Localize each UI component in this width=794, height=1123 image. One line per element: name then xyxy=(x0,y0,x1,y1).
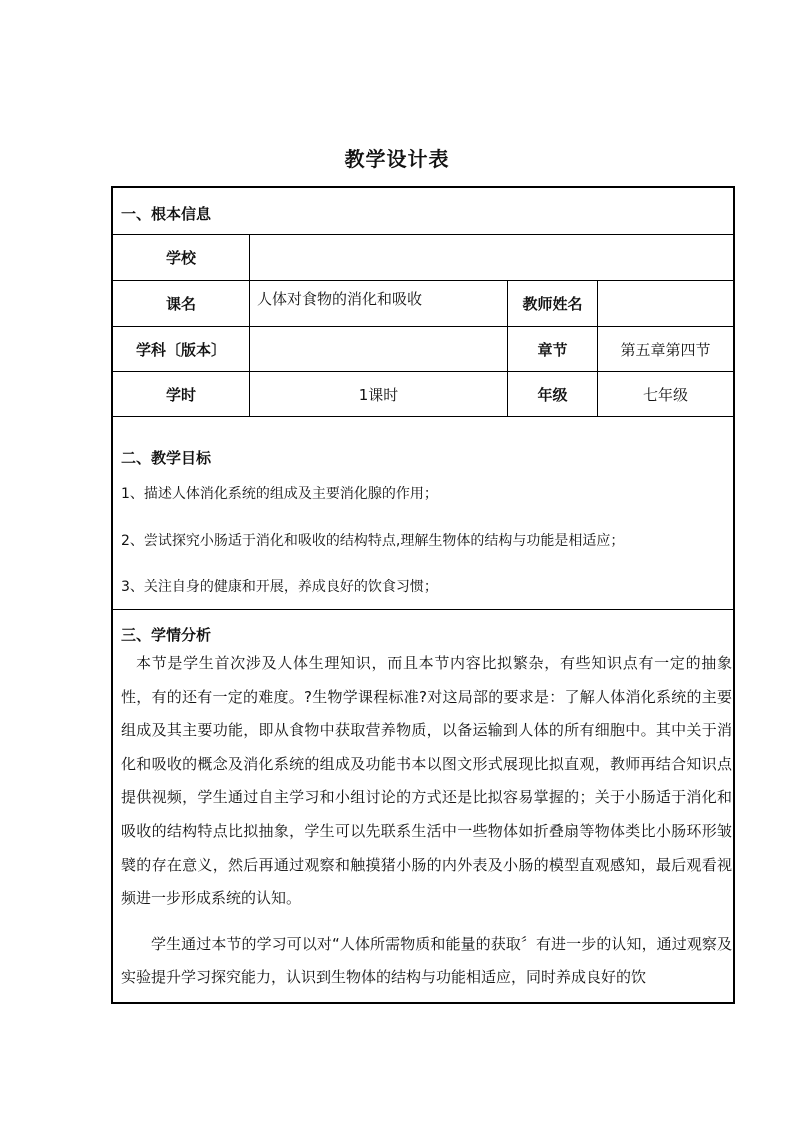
design-table xyxy=(111,186,735,1004)
analysis-paragraph: 本节是学生首次涉及人体生理知识，而且本节内容比拟繁杂，有些知识点有一定的抽象性，有的还有一定的难度。?生物学课程标准?对这局部的要求是：了解人体消化系统的主要组成及其主要功能，即从食物中获取营养物质，以备运输到人体的所有细胞中。其中关于消化和吸收的概念及消化系统的组成及功能书本以图文形式展现比拟直观，教师再结合知识点提供视频，学生通过自主学习和小组讨论的方式还是比拟容易掌握的；关于小肠适于消化和吸收的结构特点比拟抽象，学生可以先联系生活中一些物体如折叠扇等物体类比小肠环形皱襞的存在意义，然后再通过观察和触摸猪小肠的内外表及小肠的模型直观感知，最后观看视频进一步形成系统的认知。 xyxy=(121,654,732,908)
section-heading-teaching-goals: 二、教学目标 xyxy=(121,449,212,467)
goal-item: 2、尝试探究小肠适于消化和吸收的结构特点,理解生物体的结构与功能是相适应； xyxy=(121,533,625,549)
goal-item: 1、描述人体消化系统的组成及主要消化腺的作用； xyxy=(121,486,438,502)
label-teacher: 教师姓名 xyxy=(522,295,583,313)
label-course: 课名 xyxy=(165,295,196,313)
label-subject: 学科〔版本〕 xyxy=(135,340,226,359)
row-divider xyxy=(113,609,733,610)
value-school xyxy=(258,235,728,280)
goal-item: 3、关注自身的健康和开展，养成良好的饮食习惯； xyxy=(121,579,438,595)
value-teacher xyxy=(598,281,733,326)
row-divider xyxy=(113,416,733,417)
label-hours: 学时 xyxy=(165,385,196,404)
value-grade: 七年级 xyxy=(642,385,688,404)
label-school: 学校 xyxy=(165,249,196,267)
document-title: 教学设计表 xyxy=(344,147,450,171)
section-heading-basic-info: 一、根本信息 xyxy=(121,205,212,223)
section-heading-learner-analysis: 三、学情分析 xyxy=(121,626,212,644)
learner-analysis-text xyxy=(121,647,732,995)
label-grade: 年级 xyxy=(537,385,568,404)
value-chapter: 第五章第四节 xyxy=(620,340,711,359)
label-chapter: 章节 xyxy=(537,340,568,359)
analysis-paragraph: 学生通过本节的学习可以对“人体所需物质和能量的获取〞有进一步的认知，通过观察及实验提升学习探究能力，认识到生物体的结构与功能相适应，同时养成良好的饮 xyxy=(121,934,732,987)
value-subject xyxy=(250,327,507,371)
value-hours: 1课时 xyxy=(358,385,399,404)
value-course: 人体对食物的消化和吸收 xyxy=(257,289,423,308)
